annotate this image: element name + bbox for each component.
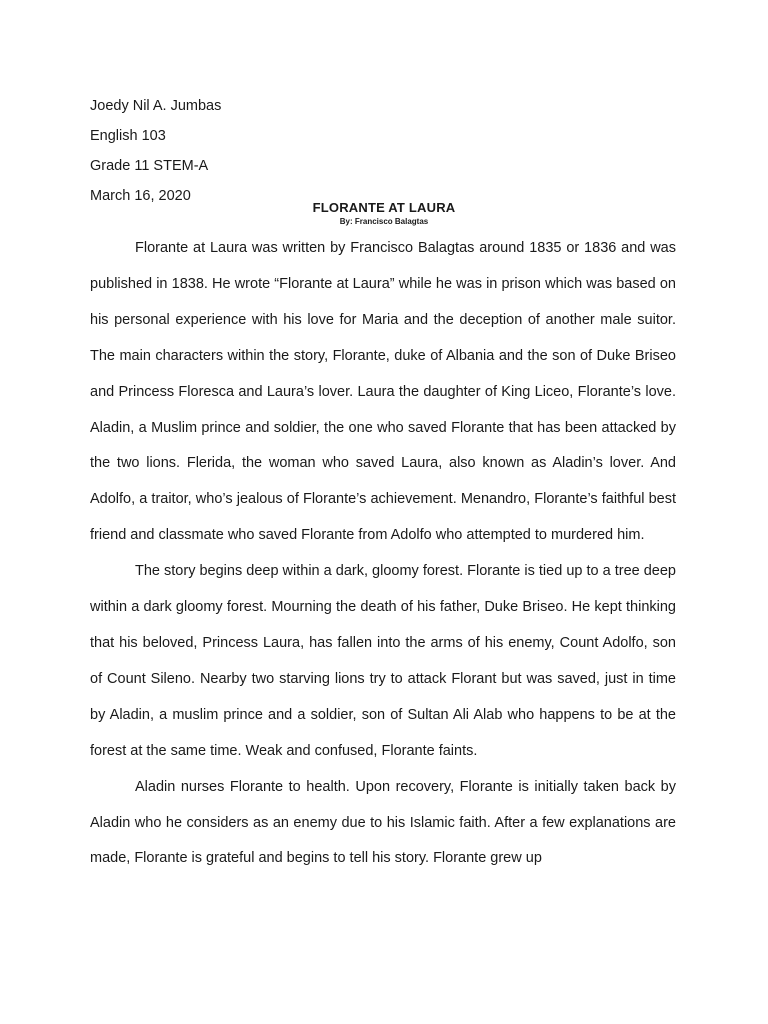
submission-date: March 16, 2020 bbox=[90, 188, 191, 204]
grade-section: Grade 11 STEM-A bbox=[90, 158, 209, 174]
paragraph: The story begins deep within a dark, gloomy forest. Florante is tied up to a tree deep within a dark gloomy forest. Mourning the death of his father, Duke Briseo. He kept thinking that his beloved, Princess Laura, has fallen into the arms of his enemy, Count Adolfo, son of Count Sileno. Nearby two starving lions try to attack Florant but was saved, just in time by Aladin, a muslim prince and a soldier, son of Sultan Ali Alab who happens to be at the forest at the same time. Weak and confused, Florante faints. bbox=[90, 563, 676, 759]
student-name: Joedy Nil A. Jumbas bbox=[90, 98, 222, 114]
document-title: FLORANTE AT LAURA bbox=[312, 200, 456, 215]
essay-body bbox=[90, 231, 676, 877]
document-byline: By: Francisco Balagtas bbox=[339, 217, 429, 226]
course-name: English 103 bbox=[90, 128, 166, 144]
paragraph: Florante at Laura was written by Francisco Balagtas around 1835 or 1836 and was published in 1838. He wrote “Florante at Laura” while he was in prison which was based on his personal experience with his love for Maria and the deception of another male suitor. The main characters within the story, Florante, duke of Albania and the son of Duke Briseo and Princess Floresca and Laura’s lover. Laura the daughter of King Liceo, Florante’s love. Aladin, a Muslim prince and soldier, the one who saved Florante that has been attacked by the two lions. Flerida, the woman who saved Laura, also known as Aladin’s lover. And Adolfo, a traitor, who’s jealous of Florante’s achievement. Menandro, Florante’s faithful best friend and classmate who saved Florante from Adolfo who attempted to murdered him. bbox=[90, 240, 676, 544]
student-info-block bbox=[90, 91, 221, 211]
paragraph: Aladin nurses Florante to health. Upon recovery, Florante is initially taken back by Aladin who he considers as an enemy due to his Islamic faith. After a few explanations are made, Florante is grateful and begins to tell his story. Florante grew up bbox=[90, 778, 676, 867]
